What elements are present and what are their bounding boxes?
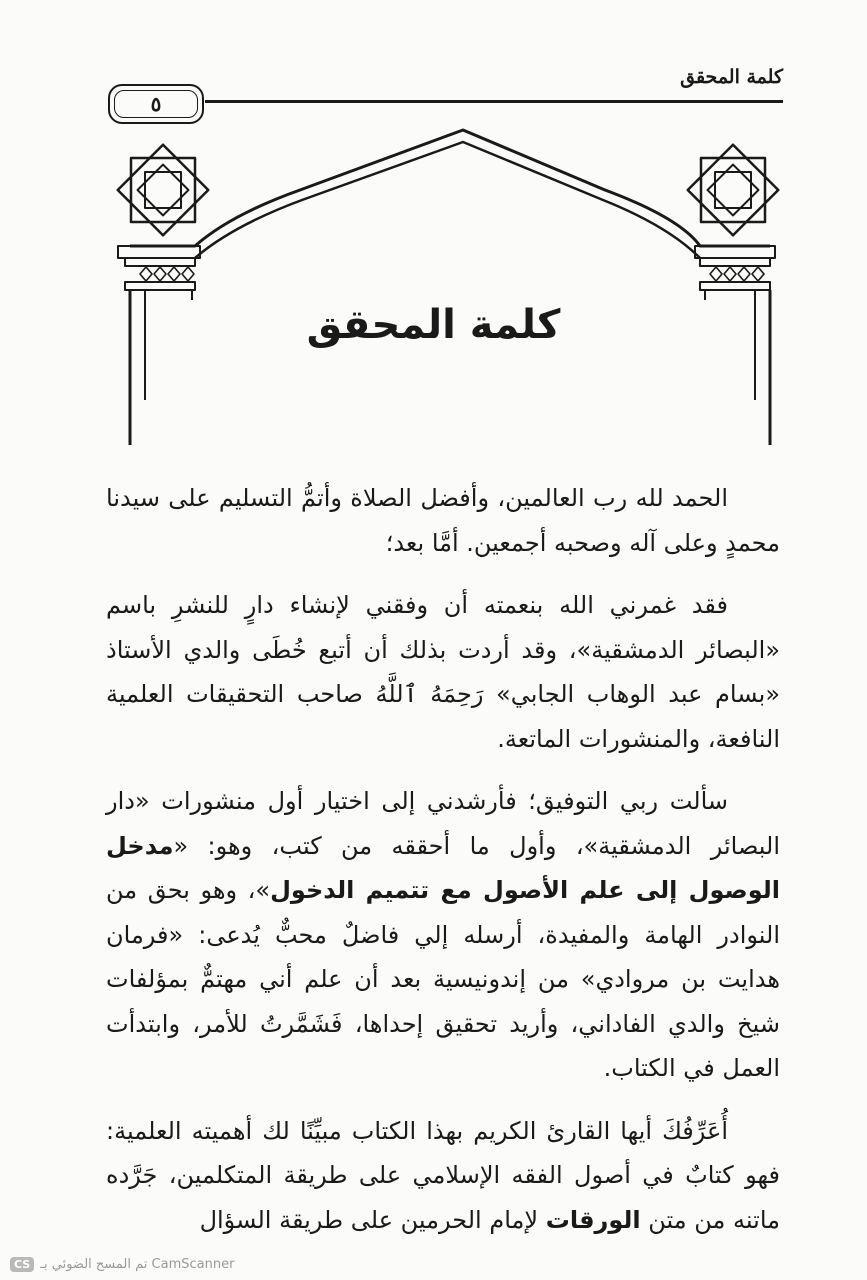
paragraph-opening: الحمد لله رب العالمين، وأفضل الصلاة وأتمُّ التسليم على سيدنا محمدٍ وعلى آله وصحبه أجمعين. أمَّا بعد؛ bbox=[106, 484, 780, 557]
waraqat-bold: الورقات bbox=[545, 1205, 641, 1234]
chapter-title: كلمة المحقق bbox=[306, 302, 561, 348]
paragraph-book-choice bbox=[106, 779, 780, 1091]
scanner-watermark bbox=[10, 1257, 234, 1272]
book-title-bold: مدخل الوصول إلى علم الأصول مع تتميم الدخول bbox=[106, 831, 780, 904]
text-run: أُعَرِّفُكَ أيها القارئ الكريم بهذا الكتاب مبيِّنًا لك أهميته العلمية: فهو كتابٌ في أصول الفقه الإسلامي على طريقة المتكلمين، جَرَّده ماتنه من متن bbox=[106, 1116, 780, 1234]
paragraph-publishing-house: فقد غمرني الله بنعمته أن وفقني لإنشاء دارٍ للنشرِ باسم «البصائر الدمشقية»، وقد أردت بذلك أن أتبع خُطَى والدي الأستاذ «بسام عبد الوهاب الجابي» رَحِمَهُ ٱللَّهُ صاحب التحقيقات العلمية النافعة، والمنشورات الماتعة. bbox=[106, 591, 780, 753]
scanner-text: تم المسح الضوئي بـ CamScanner bbox=[40, 1257, 235, 1272]
arch-ornament bbox=[0, 0, 867, 460]
camscanner-logo: CS bbox=[10, 1257, 34, 1272]
text-run: »، وهو بحق من النوادر الهامة والمفيدة، أرسله إلي فاضلٌ محبٌّ يُدعى: «فرمان هدايت بن مروادي» من إندونيسية بعد أن علم أني مهتمٌّ بمؤلفات شيخ والدي الفاداني، وأريد تحقيق إحداها، فَشَمَّرتُ للأمر، وابتدأت العمل في الكتاب. bbox=[106, 876, 780, 1082]
text-run: لإمام الحرمين على طريقة السؤال bbox=[199, 1205, 546, 1234]
running-title: كلمة المحقق bbox=[680, 66, 783, 88]
page-number: ٥ bbox=[150, 92, 162, 116]
paragraph-book-intro bbox=[106, 1109, 780, 1243]
text-run: سألت ربي التوفيق؛ فأرشدني إلى اختيار أول منشورات «دار البصائر الدمشقية»، وأول ما أحققه من كتب، وهو: « bbox=[106, 787, 780, 860]
body-text bbox=[106, 476, 780, 1260]
